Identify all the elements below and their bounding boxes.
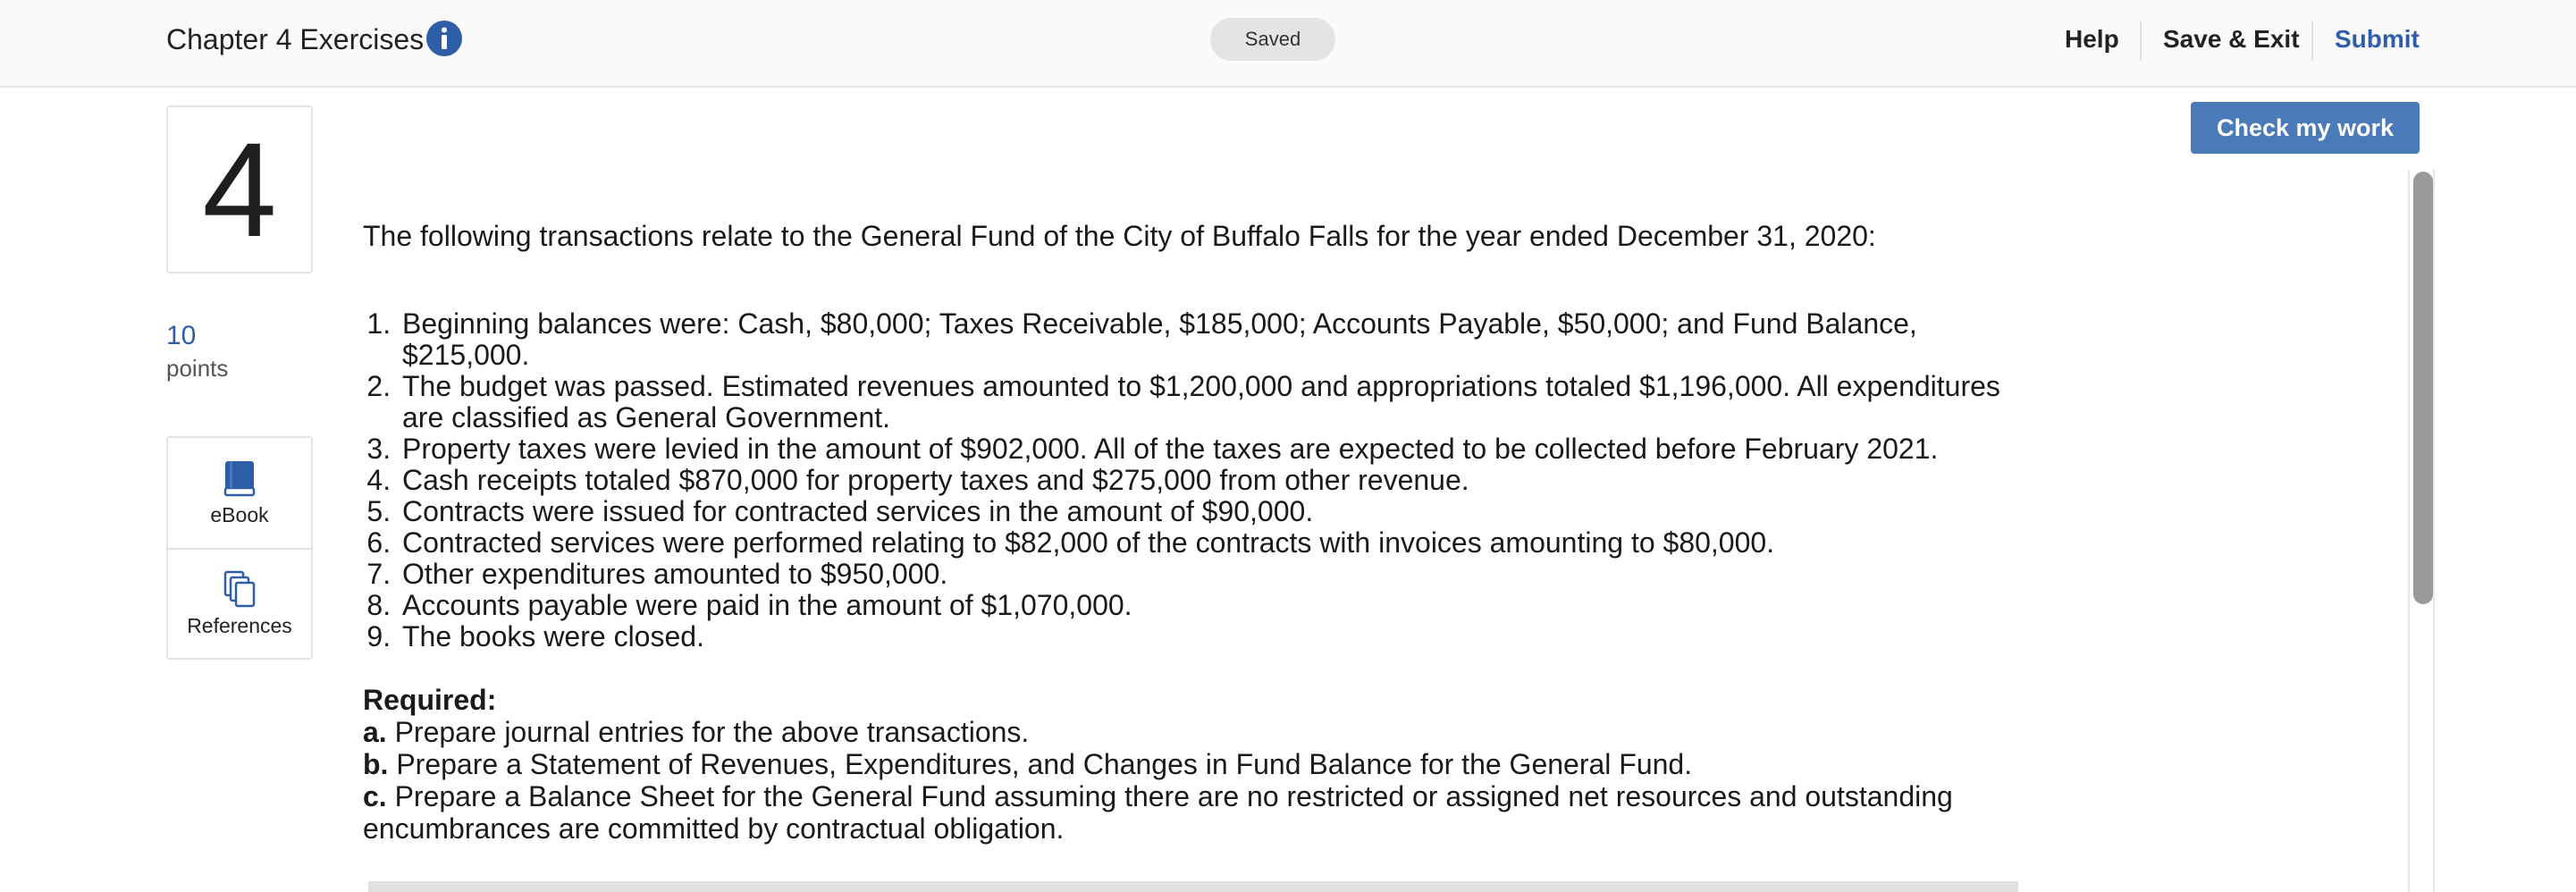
transaction-item: 1. Beginning balances were: Cash, $80,000; Taxes Receivable, $185,000; Accounts Payable, $50,000; and Fund Balance, $215,000. — [399, 308, 2034, 371]
transaction-item: 9. The books were closed. — [399, 621, 2034, 652]
required-letter: a. — [363, 716, 387, 748]
answer-panel-edge — [368, 881, 2018, 892]
nav-divider — [2140, 21, 2142, 61]
documents-icon — [222, 570, 257, 608]
references-label: References — [187, 614, 292, 637]
top-bar — [0, 0, 2576, 88]
submit-link[interactable]: Submit — [2335, 25, 2420, 53]
required-heading: Required: — [363, 684, 497, 716]
question-tools — [166, 436, 313, 660]
transaction-list — [363, 308, 2034, 652]
info-icon[interactable] — [425, 20, 463, 57]
transaction-item: 6. Contracted services were performed relating to $82,000 of the contracts with invoices amounting to $80,000. — [399, 527, 2034, 559]
required-item-c — [363, 780, 2061, 845]
nav-divider — [2311, 21, 2313, 61]
transaction-item: 3. Property taxes were levied in the amount of $902,000. All of the taxes are expected to be collected before February 2021. — [399, 433, 2034, 465]
save-exit-link[interactable]: Save & Exit — [2163, 25, 2300, 53]
required-item-a — [363, 716, 2061, 748]
question-number: 4 — [166, 105, 313, 273]
transaction-item: 2. The budget was passed. Estimated revenues amounted to $1,200,000 and appropriations totaled $1,196,000. All expenditures are classified as General Government. — [399, 371, 2034, 433]
required-text: Prepare a Statement of Revenues, Expenditures, and Changes in Fund Balance for the General Fund. — [396, 748, 1693, 780]
ebook-label: eBook — [210, 503, 269, 526]
help-link[interactable]: Help — [2065, 25, 2119, 53]
transaction-item: 8. Accounts payable were paid in the amount of $1,070,000. — [399, 590, 2034, 621]
ebook-button[interactable] — [168, 438, 311, 550]
required-letter: b. — [363, 748, 389, 780]
required-text: Prepare a Balance Sheet for the General Fund assuming there are no restricted or assigned net resources and outstanding encumbrances are committed by contractual obligation. — [363, 780, 1953, 845]
save-status-badge: Saved — [1210, 18, 1335, 61]
points-value: 10 — [166, 321, 197, 350]
page-title: Chapter 4 Exercises — [166, 23, 425, 55]
required-text: Prepare journal entries for the above transactions. — [394, 716, 1030, 748]
references-button[interactable] — [168, 549, 311, 659]
transaction-item: 5. Contracts were issued for contracted services in the amount of $90,000. — [399, 496, 2034, 527]
transaction-item: 7. Other expenditures amounted to $950,000. — [399, 559, 2034, 590]
required-section — [363, 684, 2061, 845]
book-icon — [222, 459, 257, 497]
points-label: points — [166, 355, 229, 382]
required-item-b — [363, 748, 2061, 780]
question-intro: The following transactions relate to the General Fund of the City of Buffalo Falls for the year ended December 31, 2020: — [363, 220, 1876, 252]
check-my-work-button[interactable]: Check my work — [2191, 102, 2420, 154]
scrollbar-thumb[interactable] — [2413, 172, 2433, 604]
required-letter: c. — [363, 780, 387, 812]
transaction-item: 4. Cash receipts totaled $870,000 for property taxes and $275,000 from other revenue. — [399, 465, 2034, 496]
